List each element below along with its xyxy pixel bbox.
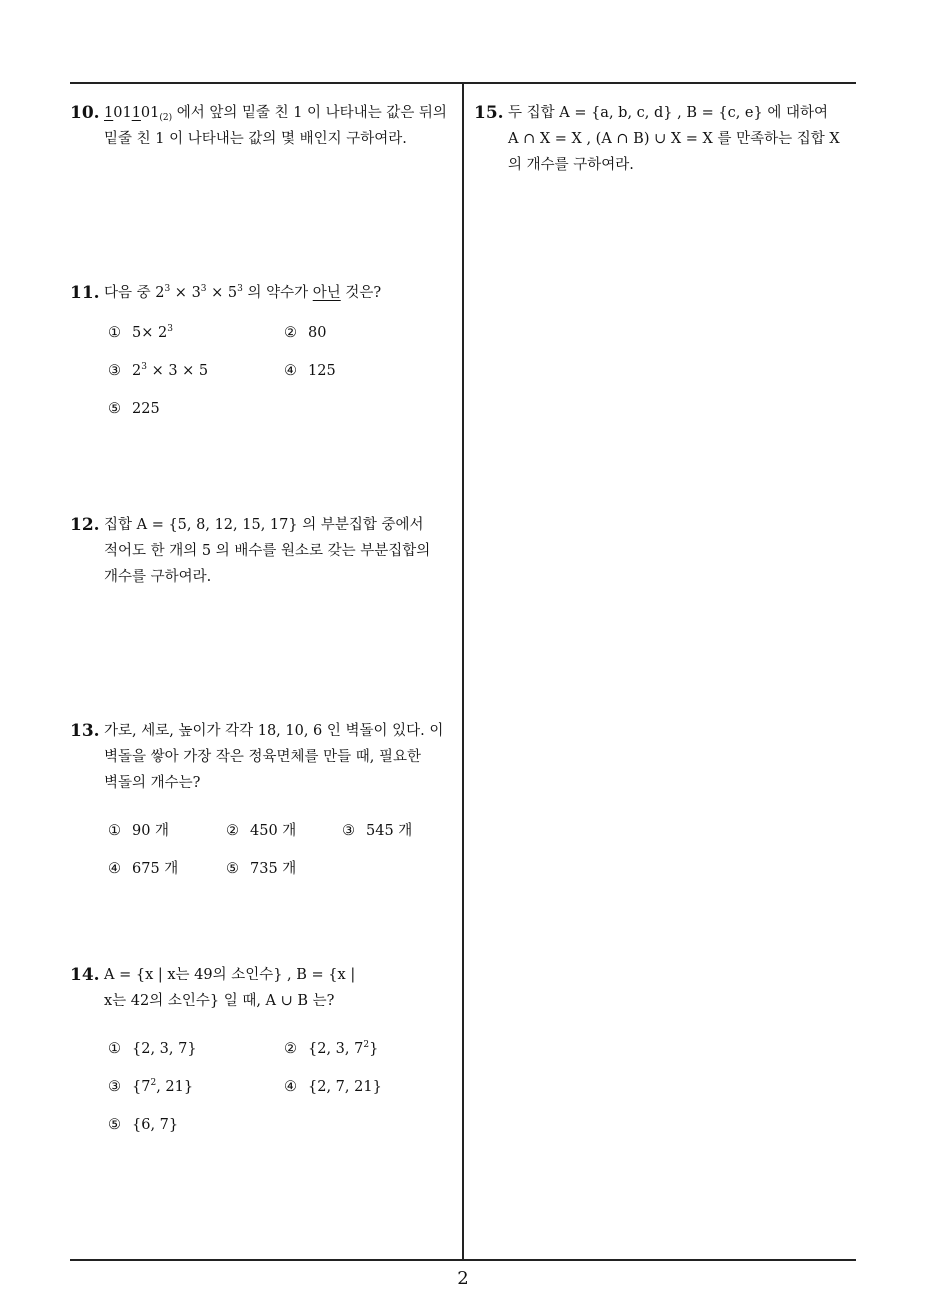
choice-1[interactable] [108,818,169,844]
exponent: 2 [363,1040,370,1050]
question-stem [104,280,454,306]
question-stem [508,100,858,178]
stem-line-2: 밑줄 친 1 이 나타내는 값의 몇 배인지 구하여라. [104,131,407,147]
question-number: 10. [70,103,100,123]
question-number: 11. [70,283,100,303]
stem-text: × 5 [206,285,238,301]
underlined-digit-first: 1 [104,105,114,121]
choice-text: 90 개 [132,823,170,839]
question-13 [70,718,454,888]
choice-text-rest: } [369,1041,379,1057]
stem-line-1: A = {x | x는 49의 소인수} , B = {x | [104,967,356,983]
exponent: 3 [164,284,171,294]
choice-text: {2, 3, 7 [308,1041,364,1057]
choice-mark: ② [284,1041,297,1057]
choice-5[interactable] [108,1112,178,1138]
choice-5[interactable] [226,856,296,882]
choice-text-rest: × 3 × 5 [146,363,209,379]
choice-mark: ② [226,823,239,839]
column-divider [462,83,464,1260]
binary-base: (2) [159,113,173,123]
choice-text: {6, 7} [132,1117,179,1133]
binary-part: 01 [140,105,160,121]
choices [108,818,454,888]
binary-digits [104,105,172,121]
choice-text: 735 개 [250,861,297,877]
exponent: 3 [167,324,173,334]
stem-text: 것은? [340,285,382,301]
choice-text: 545 개 [366,823,413,839]
exponent: 3 [200,284,207,294]
underlined-digit-second: 1 [131,105,141,121]
stem-line-3: 벽돌의 개수는? [104,775,201,791]
question-number: 15. [474,103,504,123]
choice-mark: ① [108,823,121,839]
stem-text: 에서 앞의 밑줄 친 1 이 나타내는 값은 뒤의 [172,105,447,121]
choice-mark: ② [284,325,297,341]
choice-2[interactable] [284,320,326,346]
question-10 [70,100,454,152]
choice-text: 675 개 [132,861,179,877]
choice-mark: ④ [284,1079,297,1095]
choices [108,1036,454,1146]
choice-4[interactable] [284,358,336,384]
choice-3[interactable] [108,1074,193,1100]
question-15 [474,100,858,178]
choice-text: {2, 3, 7} [132,1041,197,1057]
choice-mark: ③ [108,363,121,379]
question-number: 13. [70,721,100,741]
page-number: 2 [457,1268,469,1289]
question-11 [70,280,454,430]
stem-line-1 [104,100,454,126]
exponent: 2 [150,1078,157,1088]
bottom-rule [70,1259,856,1261]
stem-text: 의 약수가 [242,285,313,301]
choice-mark: ⑤ [108,401,121,417]
question-number: 12. [70,515,100,535]
choice-mark: ④ [108,861,121,877]
question-number: 14. [70,965,100,985]
choice-3[interactable] [342,818,412,844]
choice-mark: ① [108,325,121,341]
exponent: 3 [237,284,243,294]
stem-text: 다음 중 2 [104,285,165,301]
choice-4[interactable] [108,856,178,882]
question-stem [104,718,454,796]
choice-mark: ⑤ [226,861,239,877]
choice-text: 80 [308,325,327,341]
choice-3[interactable] [108,358,208,384]
stem-text: × 3 [170,285,201,301]
underlined-word: 아닌 [312,285,341,301]
choice-text-rest: , 21} [156,1079,194,1095]
choice-mark: ① [108,1041,121,1057]
choice-2[interactable] [226,818,296,844]
choice-mark: ③ [108,1079,121,1095]
stem-line-3: 개수를 구하여라. [104,569,212,585]
stem-line-1: 집합 A = {5, 8, 12, 15, 17} 의 부분집합 중에서 [104,517,424,533]
stem-line-2: A ∩ X = X , (A ∩ B) ∪ X = X 를 만족하는 집합 X [508,131,840,147]
choice-mark: ④ [284,363,297,379]
choice-text: {2, 7, 21} [308,1079,382,1095]
stem-line-3: 의 개수를 구하여라. [508,157,634,173]
binary-part: 01 [113,105,132,121]
choice-text: {7 [132,1079,151,1095]
question-12 [70,512,454,590]
choice-mark: ⑤ [108,1117,121,1133]
choice-text: 5× 2 [132,325,168,341]
stem-line-1: 가로, 세로, 높이가 각각 18, 10, 6 인 벽돌이 있다. 이 [104,723,444,739]
choice-text: 2 [132,363,142,379]
choice-text: 125 [308,363,336,379]
choice-text: 225 [132,401,160,417]
choices [108,320,454,430]
choice-mark: ③ [342,823,355,839]
question-stem [104,100,454,152]
exponent: 3 [141,362,147,372]
question-stem [104,962,454,1014]
choice-2[interactable] [284,1036,378,1062]
question-stem [104,512,454,590]
choice-1[interactable] [108,320,173,346]
choice-4[interactable] [284,1074,382,1100]
stem-line-2: 벽돌을 쌓아 가장 작은 정육면체를 만들 때, 필요한 [104,749,422,765]
stem-line-1 [104,280,454,306]
stem-line-2: 적어도 한 개의 5 의 배수를 원소로 갖는 부분집합의 [104,543,431,559]
stem-line-2: x는 42의 소인수} 일 때, A ∪ B 는? [104,993,335,1009]
stem-line-1: 두 집합 A = {a, b, c, d} , B = {c, e} 에 대하여 [508,105,828,121]
choice-1[interactable] [108,1036,197,1062]
question-14 [70,962,454,1146]
choice-5[interactable] [108,396,160,422]
choice-text: 450 개 [250,823,297,839]
